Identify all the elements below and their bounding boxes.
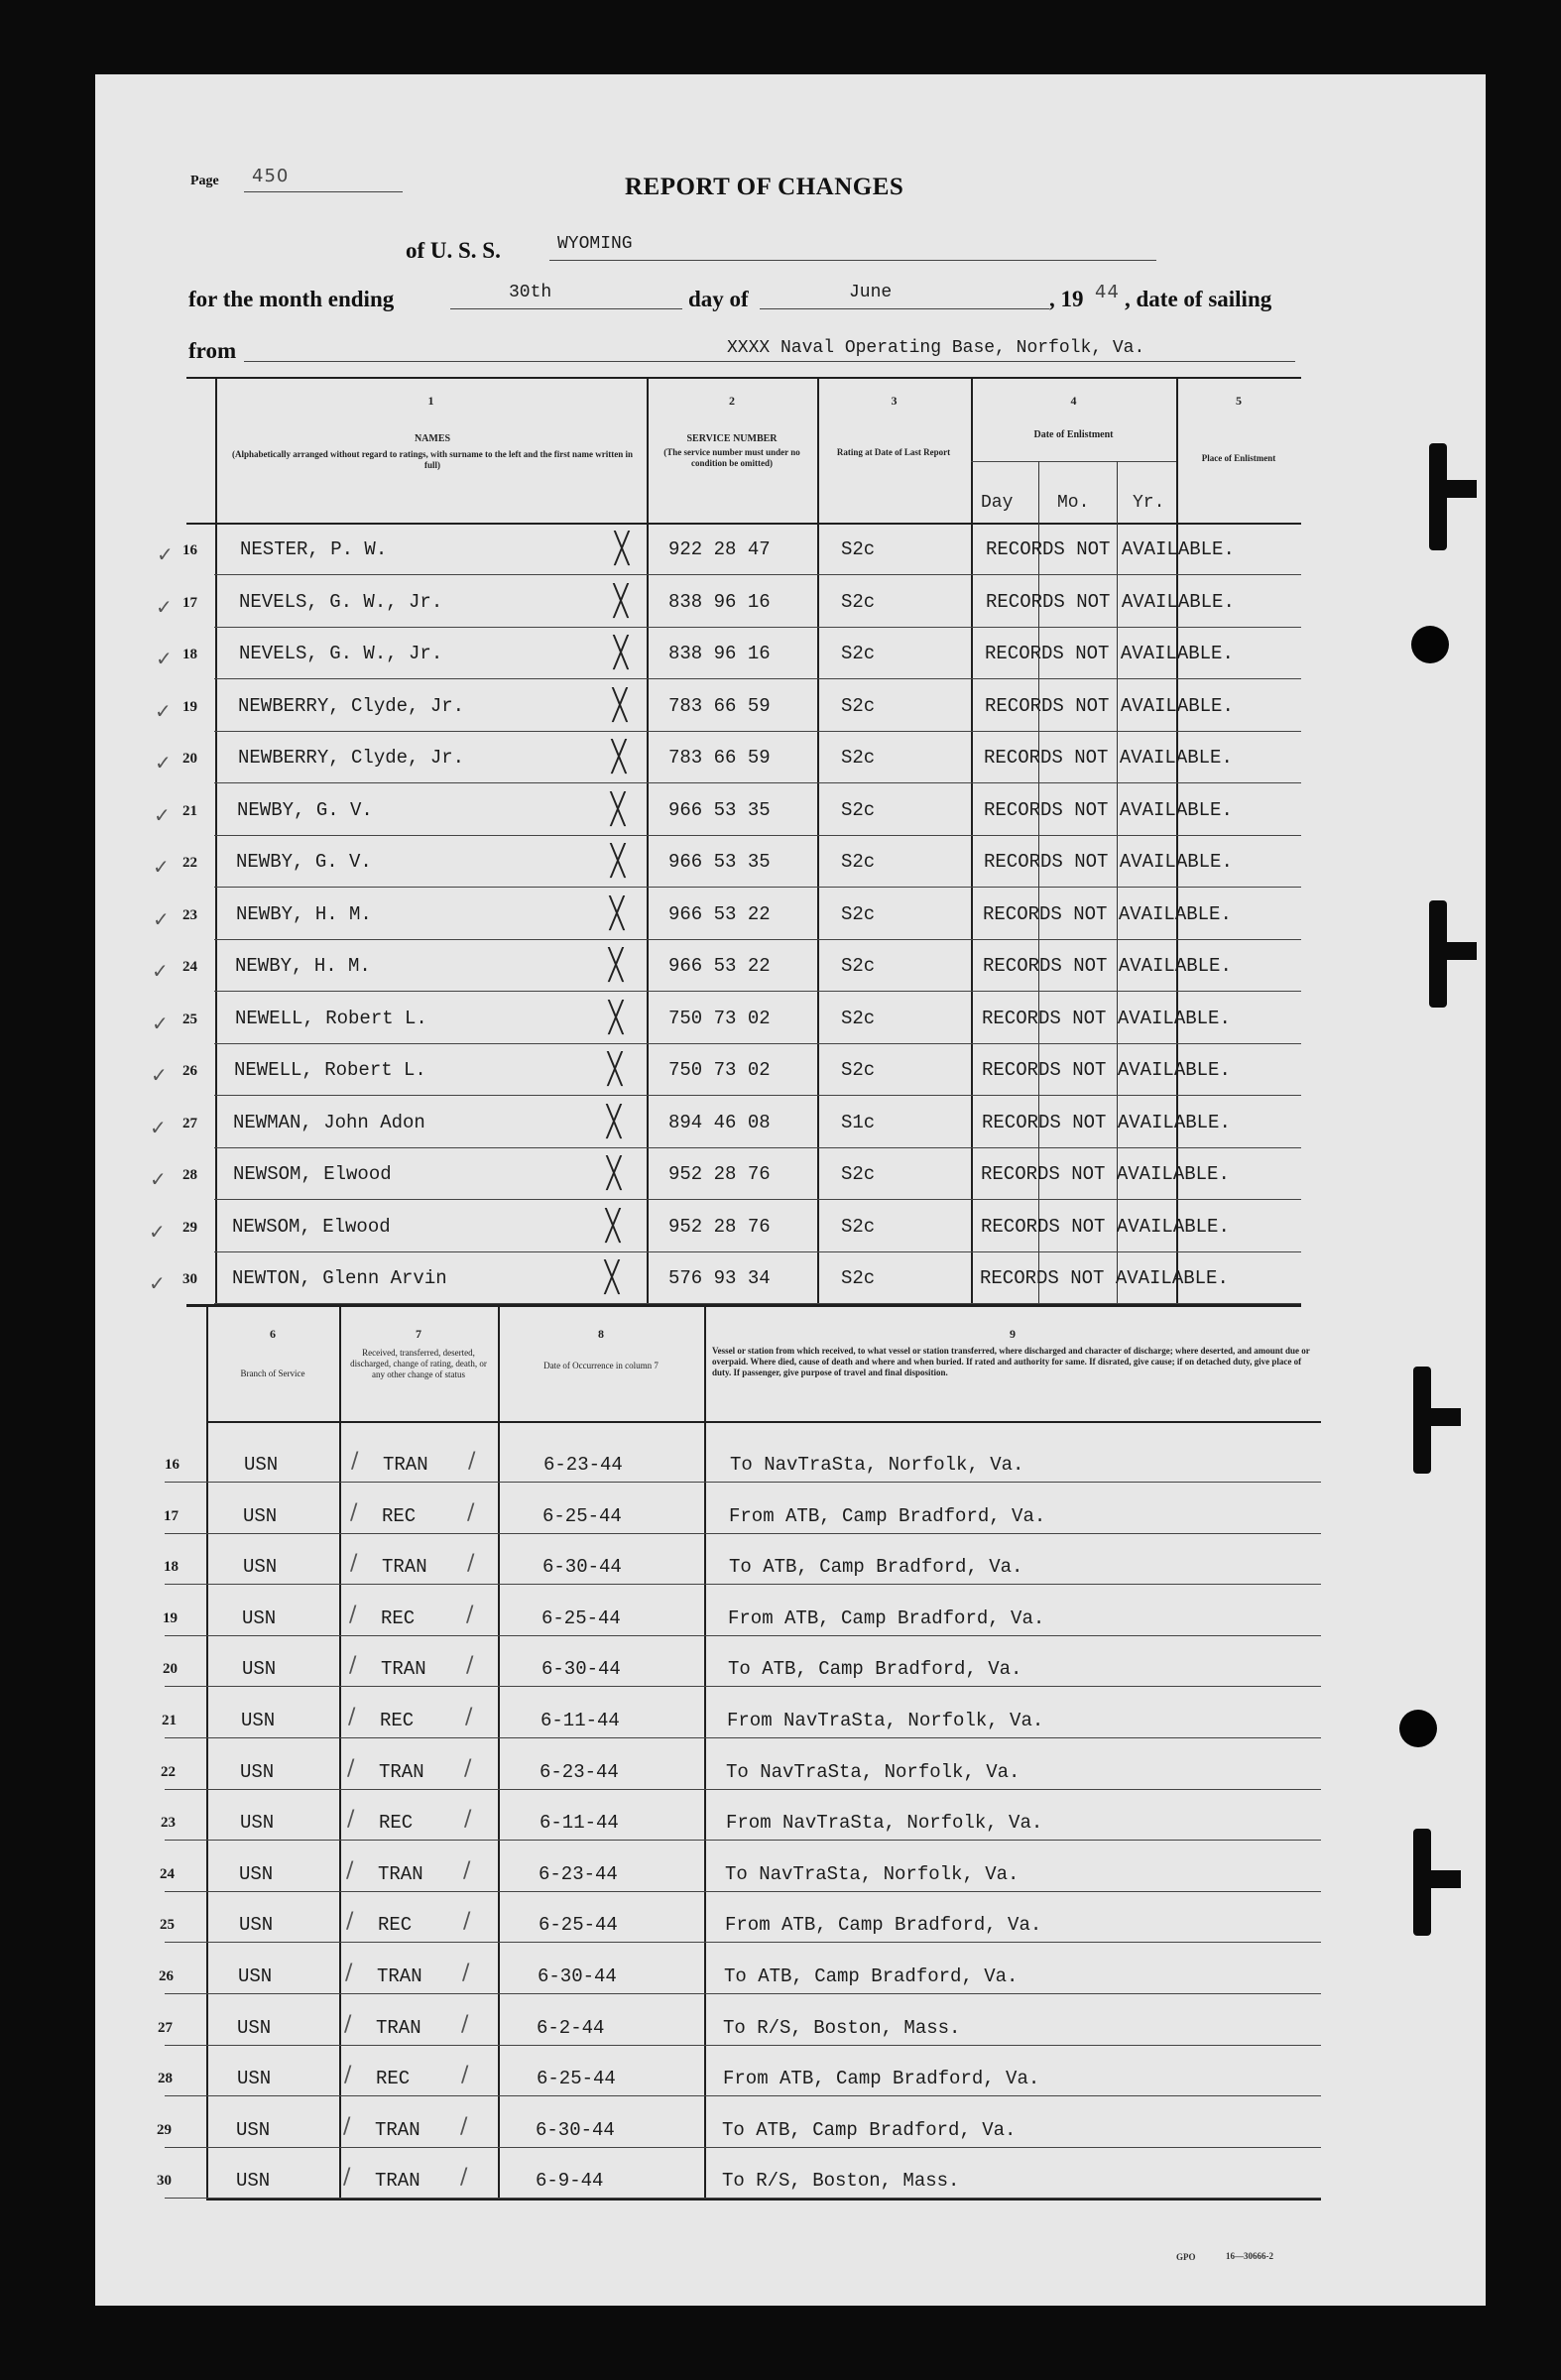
enlistment-record: RECORDS NOT AVAILABLE. [982, 1059, 1231, 1081]
rating: S2c [841, 643, 876, 664]
x-mark-icon: ╳ [613, 636, 629, 670]
x-mark-icon: ╳ [605, 1208, 621, 1244]
x-mark-icon: ╳ [609, 895, 625, 931]
sailor-name: NEWELL, Robert L. [234, 1059, 426, 1081]
transfer-detail: To R/S, Boston, Mass. [722, 2170, 960, 2193]
occurrence-date: 6-30-44 [536, 2118, 615, 2141]
col2-title: SERVICE NUMBER [686, 433, 778, 444]
status-change: REC [376, 2068, 411, 2090]
col9-number: 9 [1010, 1327, 1016, 1341]
gpo-mark: GPO [1176, 2252, 1196, 2262]
col4-mo: Mo. [1057, 493, 1090, 513]
branch-of-service: USN [238, 1965, 273, 1987]
branch-of-service: USN [242, 1606, 277, 1629]
row-rule [214, 1199, 1301, 1200]
row-rule [214, 939, 1301, 940]
status-change: REC [380, 1710, 415, 1731]
x-mark-icon: ╳ [614, 532, 630, 566]
row-number: 23 [182, 906, 197, 923]
service-number: 966 53 35 [668, 851, 771, 873]
row-number: 29 [182, 1219, 197, 1236]
tally-mark-icon: / [461, 2011, 469, 2037]
check-tick-icon: ✓ [150, 1115, 167, 1139]
status-change: TRAN [381, 1658, 426, 1681]
col3-number: 3 [891, 394, 898, 408]
occurrence-date: 6-25-44 [539, 1914, 618, 1937]
row-number: 16 [182, 542, 197, 558]
col5-number: 5 [1236, 394, 1242, 408]
row-number: 27 [158, 2019, 173, 2036]
tally-mark-icon: / [345, 1961, 353, 1985]
row-number: 25 [182, 1011, 197, 1027]
row-number: 30 [157, 2173, 172, 2190]
enlistment-record: RECORDS NOT AVAILABLE. [983, 955, 1232, 977]
row-number: 30 [182, 1271, 197, 1287]
year-prefix: , 19 [1049, 287, 1084, 311]
day-of-label: day of [688, 287, 749, 311]
transfer-detail: From ATB, Camp Bradford, Va. [723, 2068, 1040, 2090]
row-rule [165, 1533, 1321, 1534]
sailor-name: NEWSOM, Elwood [233, 1163, 392, 1185]
check-tick-icon: ✓ [157, 542, 174, 566]
transfer-detail: To R/S, Boston, Mass. [723, 2016, 961, 2039]
occurrence-date: 6-11-44 [540, 1710, 620, 1731]
row-rule [165, 2147, 1321, 2148]
row-number: 18 [164, 1559, 179, 1576]
enlistment-record: RECORDS NOT AVAILABLE. [986, 538, 1235, 560]
row-number: 28 [158, 2071, 173, 2087]
rating: S2c [841, 902, 876, 925]
sailor-name: NEWBY, H. M. [236, 902, 372, 925]
tally-mark-icon: / [343, 2165, 351, 2191]
service-number: 750 73 02 [668, 1059, 771, 1081]
row-rule [214, 1303, 1301, 1304]
tally-mark-icon: / [466, 1653, 474, 1679]
month-label: for the month ending [188, 287, 395, 311]
check-tick-icon: ✓ [151, 1063, 168, 1087]
sailor-name: NEVELS, G. W., Jr. [239, 643, 443, 664]
tally-mark-icon: / [351, 1449, 359, 1474]
row-rule [214, 782, 1301, 783]
branch-of-service: USN [236, 2170, 271, 2193]
rating: S2c [841, 694, 876, 717]
service-number: 894 46 08 [668, 1111, 771, 1133]
month-value: June [849, 283, 893, 302]
tally-mark-icon: / [349, 1602, 357, 1627]
binder-arm-icon [1413, 1408, 1461, 1426]
row-rule [165, 1737, 1321, 1738]
x-mark-icon: ╳ [611, 740, 627, 774]
sailor-name: NEWMAN, John Adon [233, 1111, 425, 1133]
binder-arm-icon [1429, 480, 1477, 498]
status-change: TRAN [375, 2170, 420, 2193]
enlistment-record: RECORDS NOT AVAILABLE. [981, 1163, 1230, 1185]
occurrence-date: 6-23-44 [539, 1862, 618, 1885]
branch-of-service: USN [243, 1556, 278, 1579]
service-number: 952 28 76 [668, 1215, 771, 1238]
transfer-detail: To ATB, Camp Bradford, Va. [728, 1658, 1022, 1681]
service-number: 838 96 16 [668, 643, 771, 664]
row-number: 20 [182, 751, 197, 767]
check-tick-icon: ✓ [152, 959, 169, 983]
x-mark-icon: ╳ [604, 1260, 620, 1295]
status-change: TRAN [377, 1965, 422, 1987]
tally-mark-icon: / [464, 1755, 472, 1781]
ship-name: WYOMING [557, 234, 633, 254]
tally-mark-icon: / [350, 1499, 358, 1525]
branch-of-service: USN [236, 2118, 271, 2141]
sailor-name: NEWBY, G. V. [236, 851, 372, 873]
branch-of-service: USN [244, 1454, 279, 1476]
row-number: 20 [163, 1661, 178, 1678]
x-mark-icon: ╳ [606, 1156, 622, 1191]
row-rule [165, 1789, 1321, 1790]
check-tick-icon: ✓ [155, 698, 172, 723]
tally-mark-icon: / [468, 1449, 476, 1474]
enlistment-record: RECORDS NOT AVAILABLE. [981, 1215, 1230, 1238]
row-rule [165, 1942, 1321, 1943]
transfer-detail: To NavTraSta, Norfolk, Va. [730, 1454, 1024, 1476]
row-number: 27 [182, 1115, 197, 1131]
service-number: 576 93 34 [668, 1267, 771, 1289]
row-number: 22 [182, 855, 197, 871]
check-tick-icon: ✓ [156, 594, 173, 619]
transfer-detail: To ATB, Camp Bradford, Va. [722, 2118, 1017, 2141]
tally-mark-icon: / [347, 1807, 355, 1833]
row-number: 29 [157, 2121, 172, 2138]
tally-mark-icon: / [348, 1705, 356, 1729]
status-change: TRAN [376, 2016, 421, 2039]
service-number: 966 53 22 [668, 902, 771, 925]
from-label: from [188, 338, 237, 363]
tally-mark-icon: / [465, 1705, 473, 1729]
tally-mark-icon: / [349, 1653, 357, 1679]
col2-number: 2 [729, 394, 735, 408]
transfer-detail: From ATB, Camp Bradford, Va. [728, 1606, 1045, 1629]
col7-title: Received, transferred, deserted, discharged, change of rating, death, or any other change of status [350, 1348, 487, 1379]
row-rule [165, 2095, 1321, 2096]
tally-mark-icon: / [346, 1909, 354, 1935]
check-tick-icon: ✓ [149, 1219, 166, 1244]
col4-day: Day [981, 493, 1014, 513]
col4-yr: Yr. [1133, 493, 1165, 513]
transfer-detail: To ATB, Camp Bradford, Va. [724, 1965, 1019, 1987]
status-change: TRAN [379, 1760, 424, 1783]
tally-mark-icon: / [464, 1807, 472, 1833]
sailor-name: NEWSOM, Elwood [232, 1215, 391, 1238]
rating: S2c [841, 590, 876, 613]
occurrence-date: 6-30-44 [542, 1556, 622, 1579]
tally-mark-icon: / [344, 2063, 352, 2088]
enlistment-record: RECORDS NOT AVAILABLE. [984, 851, 1233, 873]
occurrence-date: 6-25-44 [542, 1504, 622, 1527]
branch-of-service: USN [239, 1914, 274, 1937]
x-mark-icon: ╳ [607, 1052, 623, 1087]
x-mark-icon: ╳ [608, 948, 624, 983]
enlistment-record: RECORDS NOT AVAILABLE. [986, 590, 1235, 613]
tally-mark-icon: / [462, 1961, 470, 1985]
row-rule [214, 1147, 1301, 1148]
sailor-name: NEWBY, H. M. [235, 955, 371, 977]
sailor-name: NEWBERRY, Clyde, Jr. [238, 694, 465, 717]
row-number: 17 [164, 1507, 179, 1524]
row-number: 23 [161, 1815, 176, 1832]
tally-mark-icon: / [467, 1551, 475, 1577]
occurrence-date: 6-9-44 [536, 2170, 604, 2193]
sailor-name: NEWTON, Glenn Arvin [232, 1267, 447, 1289]
row-rule [165, 1686, 1321, 1687]
tally-mark-icon: / [460, 2113, 468, 2139]
check-tick-icon: ✓ [154, 802, 171, 827]
enlistment-record: RECORDS NOT AVAILABLE. [984, 798, 1233, 821]
status-change: TRAN [375, 2118, 420, 2141]
branch-of-service: USN [239, 1862, 274, 1885]
tally-mark-icon: / [466, 1602, 474, 1627]
tally-mark-icon: / [467, 1499, 475, 1525]
row-number: 24 [182, 959, 197, 975]
occurrence-date: 6-25-44 [541, 1606, 621, 1629]
col8-number: 8 [598, 1327, 604, 1341]
transfer-detail: From ATB, Camp Bradford, Va. [729, 1504, 1046, 1527]
occurrence-date: 6-23-44 [543, 1454, 623, 1476]
transfer-detail: From NavTraSta, Norfolk, Va. [727, 1710, 1044, 1731]
status-change: REC [379, 1812, 414, 1835]
rating: S2c [841, 1163, 876, 1185]
branch-of-service: USN [240, 1760, 275, 1783]
check-tick-icon: ✓ [152, 1011, 169, 1035]
transfer-detail: To NavTraSta, Norfolk, Va. [726, 1760, 1021, 1783]
col4-number: 4 [1070, 394, 1077, 408]
sailor-name: NESTER, P. W. [240, 538, 388, 560]
binder-arm-icon [1413, 1870, 1461, 1888]
rating: S1c [841, 1111, 876, 1133]
row-number: 21 [182, 802, 197, 819]
transfer-detail: To NavTraSta, Norfolk, Va. [725, 1862, 1020, 1885]
enlistment-record: RECORDS NOT AVAILABLE. [985, 643, 1234, 664]
from-value: XXXX Naval Operating Base, Norfolk, Va. [727, 338, 1145, 358]
x-mark-icon: ╳ [610, 844, 626, 879]
enlistment-record: RECORDS NOT AVAILABLE. [982, 1111, 1231, 1133]
row-number: 24 [160, 1865, 175, 1882]
branch-of-service: USN [242, 1658, 277, 1681]
x-mark-icon: ╳ [610, 791, 626, 827]
branch-of-service: USN [240, 1812, 275, 1835]
rating: S2c [841, 798, 876, 821]
status-change: TRAN [378, 1862, 423, 1885]
binder-arm-icon [1429, 942, 1477, 960]
row-rule [165, 1584, 1321, 1585]
row-number: 18 [182, 647, 197, 662]
sailor-name: NEWELL, Robert L. [235, 1007, 427, 1029]
service-number: 838 96 16 [668, 590, 771, 613]
service-number: 922 28 47 [668, 538, 771, 560]
check-tick-icon: ✓ [155, 751, 172, 774]
status-change: REC [378, 1914, 413, 1937]
status-change: TRAN [383, 1454, 428, 1476]
enlistment-record: RECORDS NOT AVAILABLE. [984, 747, 1233, 769]
tally-mark-icon: / [344, 2011, 352, 2037]
punch-hole-icon [1399, 1710, 1437, 1747]
x-mark-icon: ╳ [606, 1104, 622, 1139]
row-rule [165, 1993, 1321, 1994]
row-rule [214, 678, 1301, 679]
row-number: 21 [162, 1713, 177, 1728]
tally-mark-icon: / [463, 1857, 471, 1883]
year-value: 44 [1095, 282, 1120, 302]
report-sheet [95, 74, 1486, 2306]
occurrence-date: 6-25-44 [537, 2068, 616, 2090]
tally-mark-icon: / [460, 2165, 468, 2191]
row-number: 25 [160, 1917, 175, 1934]
service-number: 952 28 76 [668, 1163, 771, 1185]
row-number: 28 [182, 1167, 197, 1183]
tally-mark-icon: / [461, 2063, 469, 2088]
check-tick-icon: ✓ [156, 647, 173, 670]
col2-note: (The service number must under no condition be omitted) [663, 447, 800, 468]
service-number: 783 66 59 [668, 747, 771, 769]
transfer-detail: From NavTraSta, Norfolk, Va. [726, 1812, 1043, 1835]
col6-title: Branch of Service [240, 1368, 305, 1378]
row-number: 16 [165, 1457, 180, 1473]
col6-number: 6 [270, 1327, 276, 1341]
transfer-detail: From ATB, Camp Bradford, Va. [725, 1914, 1042, 1937]
row-rule [214, 627, 1301, 628]
service-number: 783 66 59 [668, 694, 771, 717]
row-rule [214, 1043, 1301, 1044]
enlistment-record: RECORDS NOT AVAILABLE. [985, 694, 1234, 717]
service-number: 750 73 02 [668, 1007, 771, 1029]
rating: S2c [841, 1059, 876, 1081]
status-change: REC [381, 1606, 416, 1629]
sailor-name: NEVELS, G. W., Jr. [239, 590, 443, 613]
row-rule [165, 1635, 1321, 1636]
check-tick-icon: ✓ [153, 855, 170, 879]
row-number: 19 [182, 698, 197, 715]
occurrence-date: 6-11-44 [540, 1812, 619, 1835]
rating: S2c [841, 1215, 876, 1238]
row-rule [165, 2045, 1321, 2046]
rating: S2c [841, 955, 876, 977]
row-rule [165, 1482, 1321, 1483]
col1-note: (Alphabetically arranged without regard to ratings, with surname to the left and the first name written in full) [231, 449, 634, 470]
status-change: REC [382, 1504, 417, 1527]
rating: S2c [841, 538, 876, 560]
sailor-name: NEWBY, G. V. [237, 798, 373, 821]
page-number: 450 [252, 166, 290, 186]
col1-number: 1 [427, 394, 434, 408]
row-rule [214, 1251, 1301, 1252]
service-number: 966 53 35 [668, 798, 771, 821]
occurrence-date: 6-30-44 [538, 1965, 617, 1987]
service-number: 966 53 22 [668, 955, 771, 977]
uss-label: of U. S. S. [406, 238, 501, 263]
tally-mark-icon: / [343, 2113, 351, 2139]
tally-mark-icon: / [347, 1755, 355, 1781]
enlistment-record: RECORDS NOT AVAILABLE. [983, 902, 1232, 925]
occurrence-date: 6-23-44 [540, 1760, 619, 1783]
page-label: Page [190, 174, 219, 188]
check-tick-icon: ✓ [150, 1167, 167, 1191]
row-rule [214, 991, 1301, 992]
occurrence-date: 6-2-44 [537, 2016, 605, 2039]
col1-title: NAMES [414, 433, 451, 444]
status-change: TRAN [382, 1556, 427, 1579]
form-code: 16—30666-2 [1226, 2251, 1273, 2261]
check-tick-icon: ✓ [153, 906, 170, 931]
punch-hole-icon [1411, 626, 1449, 663]
row-rule [214, 1095, 1301, 1096]
transfer-detail: To ATB, Camp Bradford, Va. [729, 1556, 1023, 1579]
sailing-label: , date of sailing [1125, 287, 1272, 311]
row-number: 17 [182, 594, 197, 611]
row-number: 22 [161, 1763, 176, 1780]
x-mark-icon: ╳ [612, 687, 628, 723]
sailor-name: NEWBERRY, Clyde, Jr. [238, 747, 465, 769]
col8-title: Date of Occurrence in column 7 [543, 1361, 659, 1370]
row-rule [165, 2198, 1321, 2199]
branch-of-service: USN [241, 1710, 276, 1731]
row-number: 26 [182, 1063, 197, 1079]
branch-of-service: USN [243, 1504, 278, 1527]
col4-title: Date of Enlistment [1033, 429, 1114, 440]
row-number: 26 [159, 1968, 174, 1984]
enlistment-record: RECORDS NOT AVAILABLE. [980, 1267, 1229, 1289]
report-title: REPORT OF CHANGES [625, 174, 904, 200]
row-rule [165, 1891, 1321, 1892]
tally-mark-icon: / [350, 1551, 358, 1577]
occurrence-date: 6-30-44 [541, 1658, 621, 1681]
enlistment-record: RECORDS NOT AVAILABLE. [982, 1007, 1231, 1029]
row-rule [214, 731, 1301, 732]
col7-number: 7 [416, 1327, 421, 1341]
rating: S2c [841, 851, 876, 873]
tally-mark-icon: / [463, 1909, 471, 1935]
rating: S2c [841, 747, 876, 769]
x-mark-icon: ╳ [613, 583, 629, 619]
branch-of-service: USN [237, 2016, 272, 2039]
tally-mark-icon: / [346, 1857, 354, 1883]
col3-title: Rating at Date of Last Report [836, 447, 951, 457]
check-tick-icon: ✓ [149, 1271, 166, 1295]
col9-title: Vessel or station from which received, to what vessel or station transferred, where discharged and character of discharge; where deserted, and amount due or overpaid. Where died, cause of death and where and when buried. If rated and authority for same. If disrated, give cause; if on detached duty, give place of duty. If passenger, give purpose of travel and final disposition. [712, 1346, 1310, 1377]
row-number: 19 [163, 1609, 178, 1626]
day-value: 30th [509, 283, 552, 302]
row-rule [214, 574, 1301, 575]
row-rule [165, 1840, 1321, 1841]
rating: S2c [841, 1267, 876, 1289]
row-rule [214, 835, 1301, 836]
branch-of-service: USN [237, 2068, 272, 2090]
x-mark-icon: ╳ [608, 1000, 624, 1035]
rating: S2c [841, 1007, 876, 1029]
col5-title: Place of Enlistment [1201, 453, 1276, 463]
row-rule [214, 887, 1301, 888]
